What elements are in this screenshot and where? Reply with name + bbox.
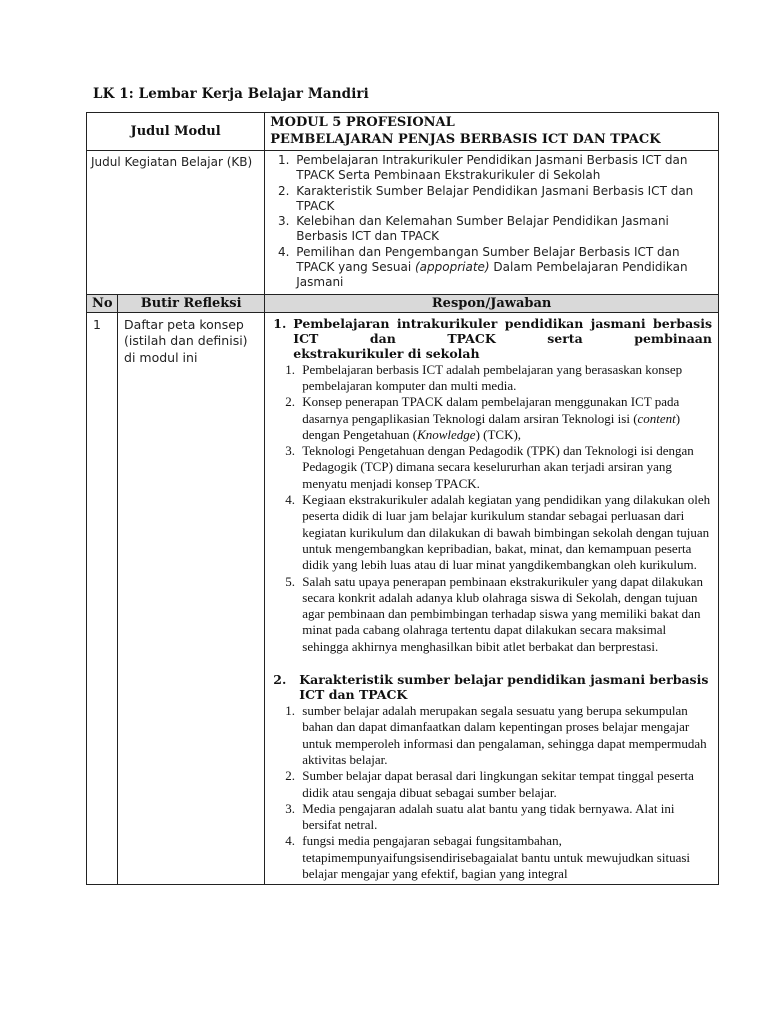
module-title-value (265, 113, 719, 151)
learning-activity-item: 2. Karakteristik Sumber Belajar Pendidikan Jasmani Berbasis ICT dan TPACK (293, 184, 714, 215)
worksheet-table (86, 112, 719, 885)
section-heading: 1. Pembelajaran intrakurikuler pendidikan jasmani berbasis ICT dan TPACK serta pembinaan ekstrakurikuler di sekolah (273, 315, 712, 361)
list-item: 1. sumber belajar adalah merupakan segala sesuatu yang berupa sekumpulan bahan dan dapat dimanfaatkan dalam kepentingan proses belajar mengajar untuk memperoleh informasi dan pengalaman, sehingga dapat mempermudah aktivitas belajar. (298, 703, 712, 768)
list-item: 3. Teknologi Pengetahuan dengan Pedagodik (TPK) dan Teknologi isi dengan Pedagogik (TCP) dimana secara keselururhan akan terjadi arsiran yang menyatu menjadi konsep TPACK. (298, 443, 712, 492)
reflection-row (87, 312, 719, 885)
list-item: 4. Kegiaan ekstrakurikuler adalah kegiatan yang pendidikan yang dilakukan oleh peserta didik di luar jam belajar kurikulum standar sebagai perluasan dari kegiatan kurikulum dan dilakukan di bawah bimbingan sekolah dengan tujuan untuk mengembangkan kepribadian, bakat, minat, dan kemampuan peserta didik yang lebih luas atau di luar minat yangdikembangkan oleh kurikulum. (298, 492, 712, 573)
learning-activity-row (87, 151, 719, 295)
learning-activity-item: 1. Pembelajaran Intrakurikuler Pendidikan Jasmani Berbasis ICT dan TPACK Serta Pembinaan Ekstrakurikuler di Sekolah (293, 153, 714, 184)
column-header-butir: Butir Refleksi (118, 294, 265, 312)
list-item: 4. fungsi media pengajaran sebagai fungsitambahan, tetapimempunyaifungsisendirisebagaialat bantu untuk mewujudkan situasi belajar mengajar yang efektif, bagian yang integral (298, 833, 712, 882)
learning-activity-label: Judul Kegiatan Belajar (KB) (87, 151, 265, 295)
module-title-line1: MODUL 5 PROFESIONAL (270, 115, 455, 130)
column-header-respon: Respon/Jawaban (265, 294, 719, 312)
section-heading: 2. Karakteristik sumber belajar pendidikan jasmani berbasis ICT dan TPACK (273, 672, 709, 703)
response-cell (265, 312, 719, 885)
page-title: LK 1: Lembar Kerja Belajar Mandiri (93, 86, 369, 102)
list-item: 2. Sumber belajar dapat berasal dari lingkungan sekitar tempat tinggal peserta didik atau sengaja dibuat sebagai sumber belajar. (298, 768, 712, 801)
learning-activity-list (265, 151, 718, 294)
module-title-label: Judul Modul (87, 113, 265, 151)
reflection-item: Daftar peta konsep (istilah dan definisi) di modul ini (118, 312, 265, 885)
learning-activity-item: 4. Pemilihan dan Pengembangan Sumber Belajar Berbasis ICT dan TPACK yang Sesuai (appopriate) Dalam Pembelajaran Pendidikan Jasmani (293, 245, 714, 291)
module-title-row (87, 113, 719, 151)
row-number: 1 (87, 312, 118, 885)
list-item: 2. Konsep penerapan TPACK dalam pembelajaran menggunakan ICT pada dasarnya pengaplikasian Teknologi dalam arsiran Teknologi isi (content) dengan Pengetahuan (Knowledge) (TCK), (298, 394, 712, 443)
learning-activity-cell (265, 151, 719, 295)
list-item: 1. Pembelajaran berbasis ICT adalah pembelajaran yang berasaskan konsep pembelajaran komputer dan multi media. (298, 362, 712, 395)
response-list (273, 362, 712, 655)
response-list (273, 703, 712, 882)
list-item: 3. Media pengajaran adalah suatu alat bantu yang tidak bernyawa. Alat ini bersifat netral. (298, 801, 712, 834)
list-item: 5. Salah satu upaya penerapan pembinaan ekstrakurikuler yang dapat dilakukan secara konkrit adalah adanya klub olahraga siswa di Sekolah, dengan tujuan agar pembinaan dan pembimbingan terhadap siswa yang memiliki bakat dan minat pada cabang olahraga tertentu dapat dilakukan secara maksimal sehingga akhirnya menghasilkan bibit atlet berbakat dan berprestasi. (298, 574, 712, 655)
emphasis-text: (appopriate) (414, 260, 490, 275)
module-title-line2: PEMBELAJARAN PENJAS BERBASIS ICT DAN TPACK (270, 132, 661, 147)
column-header-no: No (87, 294, 118, 312)
column-header-row (87, 294, 719, 312)
learning-activity-item: 3. Kelebihan dan Kelemahan Sumber Belajar Pendidikan Jasmani Berbasis ICT dan TPACK (293, 214, 714, 245)
